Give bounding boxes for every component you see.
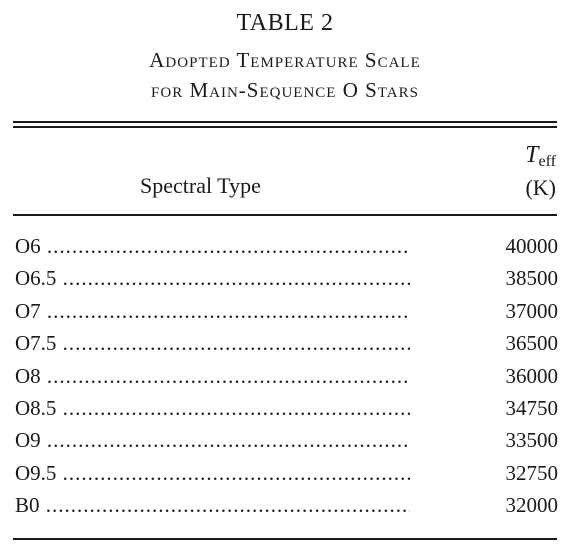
teff-cell: 32000 <box>505 493 558 518</box>
top-rule-2 <box>13 126 557 128</box>
column-header-teff-unit: (K) <box>525 175 556 200</box>
table-caption-line-1: Adopted Temperature Scale <box>149 48 421 72</box>
table-row <box>15 492 558 524</box>
table-row <box>15 363 558 395</box>
table-body <box>15 233 558 525</box>
table-number: TABLE 2 <box>236 10 334 36</box>
header-rule <box>13 214 557 216</box>
spectral-type-cell: O8.5 ..... <box>15 395 410 421</box>
teff-cell: 32750 <box>505 460 558 485</box>
table-row <box>15 265 558 297</box>
spectral-type-cell: O6.5 ..... <box>15 265 410 291</box>
top-rule-1 <box>13 121 557 123</box>
teff-symbol: T <box>525 142 539 168</box>
table-caption-line-2: for Main-Sequence O Stars <box>151 78 419 102</box>
spectral-type-cell: O7.5 ..... <box>15 330 410 356</box>
spectral-type-cell: O8 ..... <box>15 363 410 389</box>
teff-subscript: eff <box>538 153 556 170</box>
table-row <box>15 395 558 427</box>
teff-cell: 38500 <box>505 266 558 291</box>
spectral-type-cell: O6 ..... <box>15 233 410 259</box>
table-row <box>15 460 558 492</box>
teff-cell: 37000 <box>505 298 558 323</box>
teff-cell: 36500 <box>505 331 558 356</box>
column-header-teff <box>476 142 556 169</box>
spectral-type-cell: B0 ..... <box>15 492 410 518</box>
spectral-type-cell: O7 ..... <box>15 298 410 324</box>
column-header-spectral-type: Spectral Type <box>140 173 261 198</box>
teff-cell: 34750 <box>505 395 558 420</box>
spectral-type-cell: O9.5 ..... <box>15 460 410 486</box>
bottom-rule <box>13 538 557 540</box>
table-row <box>15 427 558 459</box>
table-row <box>15 298 558 330</box>
teff-cell: 40000 <box>505 234 558 258</box>
teff-cell: 33500 <box>505 428 558 453</box>
spectral-type-cell: O9 ..... <box>15 427 410 453</box>
table-row <box>15 233 558 265</box>
table-row <box>15 330 558 362</box>
teff-cell: 36000 <box>505 363 558 388</box>
